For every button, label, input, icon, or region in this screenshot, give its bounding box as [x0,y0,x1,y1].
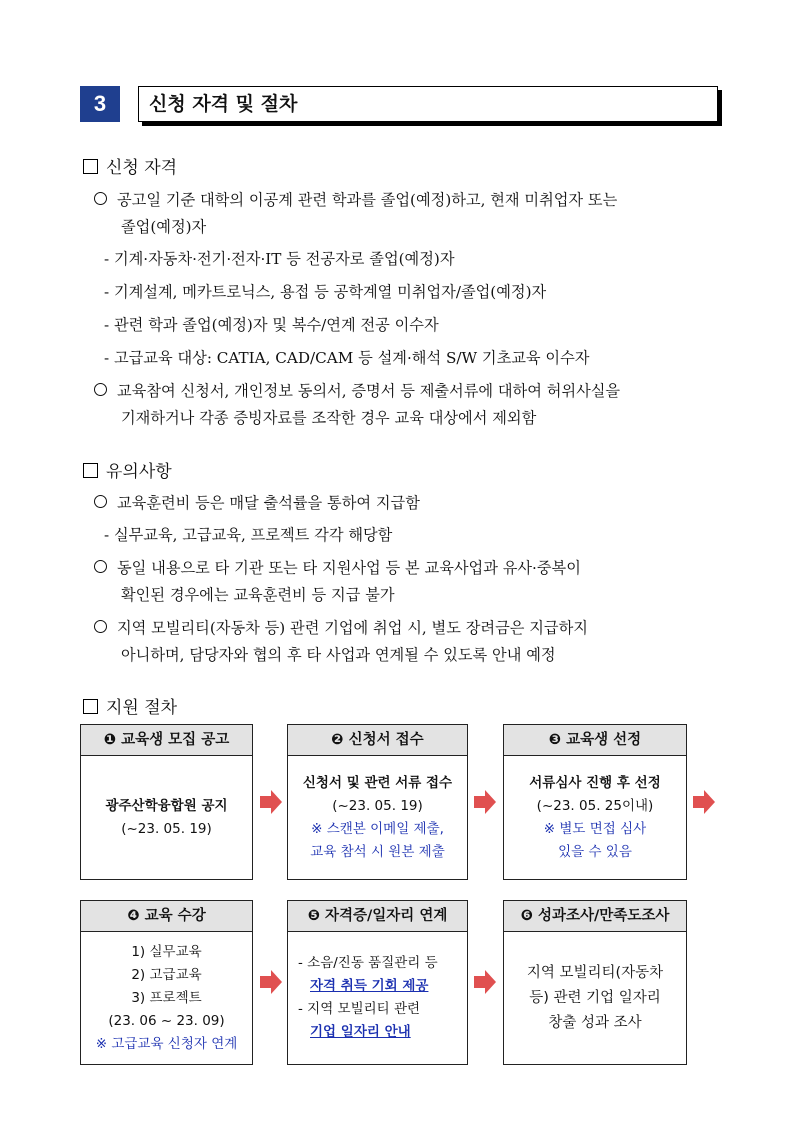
notes-line-5 [94,617,588,638]
qualification-line-1 [94,189,617,210]
arrow-right-icon [474,790,496,814]
arrow-right-icon [260,790,282,814]
step-2-body [288,756,467,879]
qualification-text: 교육참여 신청서, 개인정보 동의서, 증명서 등 제출서류에 대하여 허위사실을 [117,382,621,400]
step-3-line: 서류심사 진행 후 선정 [529,774,661,791]
step-6-title: ❻ 성과조사/만족도조사 [504,901,686,932]
step-5-box [287,900,468,1065]
notes-line-3 [94,557,581,578]
notes-text: 지역 모빌리티(자동차 등) 관련 기업에 취업 시, 별도 장려금은 지급하지 [117,619,588,637]
step-5-line: - 지역 모빌리티 관련 [298,1001,421,1017]
section-number: 3 [80,86,120,122]
arrow-right-icon [693,790,715,814]
step-3-note: 있을 수 있음 [558,843,632,860]
section-title: 신청 자격 및 절차 [149,93,298,115]
step-6-line: 지역 모빌리티(자동차 [526,964,664,981]
step-5-title: ❺ 자격증/일자리 연계 [288,901,467,932]
qualification-heading-text: 신청 자격 [106,158,178,178]
notes-line-2: - 실무교육, 고급교육, 프로젝트 각각 해당함 [104,526,393,544]
step-4-line: 1) 실무교육 [131,943,202,960]
qualification-line-4: - 기계설계, 메카트로닉스, 용접 등 공학계열 미취업자/졸업(예정)자 [104,283,547,301]
circle-bullet-icon [94,192,107,205]
square-bullet-icon [83,463,98,478]
procedure-heading [83,693,177,718]
step-5-line: - 소음/진동 품질관리 등 [298,955,438,971]
square-bullet-icon [83,699,98,714]
notes-line-4: 확인된 경우에는 교육훈련비 등 지급 불가 [121,586,395,604]
step-1-body [81,756,252,879]
step-6-body [504,932,686,1064]
step-2-line: (~23. 05. 19) [332,797,423,814]
arrow-right-icon [474,970,496,994]
step-4-title: ❹ 교육 수강 [81,901,252,932]
qualification-line-2: 졸업(예정)자 [121,218,207,236]
circle-bullet-icon [94,620,107,633]
notes-text: 동일 내용으로 타 기관 또는 타 지원사업 등 본 교육사업과 유사·중복이 [117,559,581,577]
step-2-note: 교육 참석 시 원본 제출 [310,843,445,860]
step-1-line: (~23. 05. 19) [121,820,212,837]
qualification-heading [83,153,177,178]
notes-line-1 [94,492,420,513]
step-3-box [503,724,687,880]
step-4-line: 3) 프로젝트 [131,989,202,1006]
step-5-highlight: 기업 일자리 안내 [310,1024,411,1040]
qualification-line-5: - 관련 학과 졸업(예정)자 및 복수/연계 전공 이수자 [104,316,439,334]
section-title-box [138,86,718,122]
square-bullet-icon [83,159,98,174]
step-5-body [288,932,467,1064]
step-3-title: ❸ 교육생 선정 [504,725,686,756]
step-3-body [504,756,686,879]
step-1-box [80,724,253,880]
step-2-line: 신청서 및 관련 서류 접수 [302,774,453,791]
step-6-line: 등) 관련 기업 일자리 [529,989,661,1006]
notes-heading-text: 유의사항 [106,462,172,482]
step-3-note: ※ 별도 면접 심사 [543,820,647,837]
circle-bullet-icon [94,560,107,573]
qualification-text: 공고일 기준 대학의 이공계 관련 학과를 졸업(예정)하고, 현재 미취업자 또는 [117,191,618,209]
notes-text: 교육훈련비 등은 매달 출석률을 통하여 지급함 [117,494,420,512]
step-4-note: ※ 고급교육 신청자 연계 [95,1035,238,1052]
notes-heading [83,457,172,482]
step-6-box [503,900,687,1065]
step-4-line: (23. 06 ~ 23. 09) [108,1012,225,1029]
step-4-box [80,900,253,1065]
procedure-heading-text: 지원 절차 [106,698,178,718]
step-5-highlight: 자격 취득 기회 제공 [310,978,429,994]
step-2-note: ※ 스캔본 이메일 제출, [311,820,444,837]
qualification-line-3: - 기계·자동차·전기·전자·IT 등 전공자로 졸업(예정)자 [104,250,455,268]
step-4-line: 2) 고급교육 [131,966,202,983]
step-3-line: (~23. 05. 25이내) [536,797,654,814]
step-2-box [287,724,468,880]
circle-bullet-icon [94,383,107,396]
arrow-right-icon [260,970,282,994]
step-4-body [81,932,252,1064]
notes-line-6: 아니하며, 담당자와 협의 후 타 사업과 연계될 수 있도록 안내 예정 [121,646,556,664]
step-1-line: 광주산학융합원 공지 [105,797,228,814]
qualification-line-7 [94,380,620,401]
qualification-line-6: - 고급교육 대상: CATIA, CAD/CAM 등 설계·해석 S/W 기초교육 이수자 [104,349,590,367]
step-2-title: ❷ 신청서 접수 [288,725,467,756]
step-6-line: 창출 성과 조사 [548,1014,642,1031]
step-1-title: ❶ 교육생 모집 공고 [81,725,252,756]
qualification-line-8: 기재하거나 각종 증빙자료를 조작한 경우 교육 대상에서 제외함 [121,409,537,427]
circle-bullet-icon [94,495,107,508]
